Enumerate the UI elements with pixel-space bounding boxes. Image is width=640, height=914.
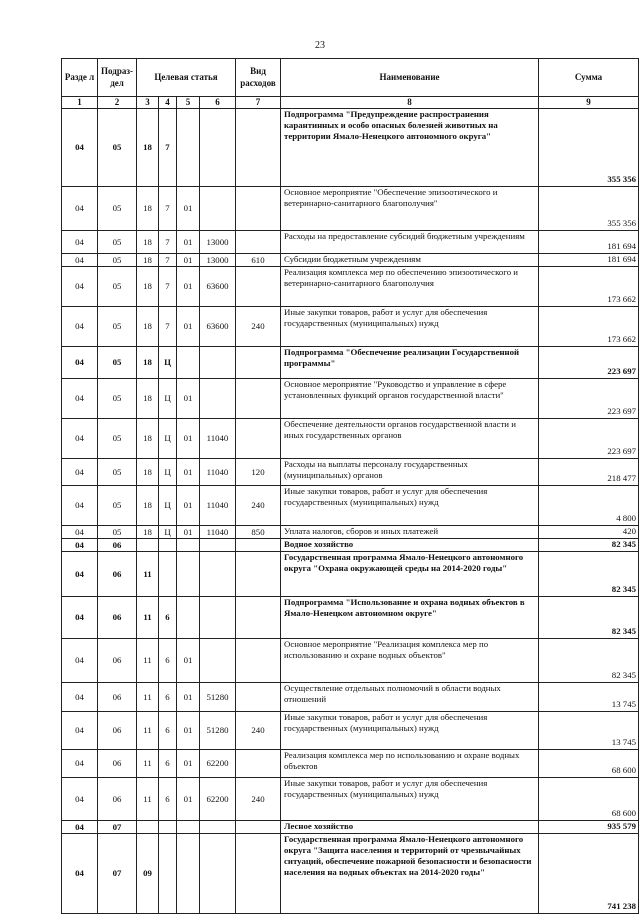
cell-expense-type [236, 834, 281, 914]
cell-direction: 11040 [200, 419, 236, 459]
cell-name: Лесное хозяйство [281, 821, 539, 834]
header-sum: Сумма [539, 59, 639, 97]
cell-sum: 355 356 [539, 187, 639, 231]
cell-name: Подпрограмма "Использование и охрана водных объектов в Ямало-Ненецком автономном округе" [281, 597, 539, 639]
cell-section: 04 [62, 254, 98, 267]
cell-subprogram [159, 552, 177, 597]
table-row [62, 526, 639, 539]
cell-program: 18 [137, 459, 159, 486]
cell-expense-type [236, 379, 281, 419]
cell-sum: 82 345 [539, 539, 639, 552]
page-number: 23 [315, 40, 325, 51]
cell-activity [177, 834, 200, 914]
cell-activity: 01 [177, 379, 200, 419]
cell-expense-type [236, 419, 281, 459]
cell-program: 18 [137, 267, 159, 307]
cell-direction [200, 347, 236, 379]
cell-program [137, 821, 159, 834]
cell-sum: 173 662 [539, 307, 639, 347]
cell-subprogram: 7 [159, 267, 177, 307]
cell-subsection: 06 [98, 639, 137, 683]
cell-expense-type [236, 750, 281, 778]
cell-activity: 01 [177, 639, 200, 683]
cell-subsection: 06 [98, 750, 137, 778]
cell-subsection: 06 [98, 539, 137, 552]
cell-subprogram: Ц [159, 459, 177, 486]
cell-subsection: 05 [98, 254, 137, 267]
cell-name: Государственная программа Ямало-Ненецкого автономного округа "Охрана окружающей среды на 2014-2020 годы" [281, 552, 539, 597]
cell-program: 11 [137, 639, 159, 683]
cell-expense-type [236, 231, 281, 254]
cell-expense-type [236, 552, 281, 597]
cell-subprogram: 7 [159, 254, 177, 267]
col-number: 8 [281, 97, 539, 109]
cell-sum: 82 345 [539, 552, 639, 597]
cell-name: Подпрограмма "Обеспечение реализации Государственной программы" [281, 347, 539, 379]
cell-sum: 68 600 [539, 778, 639, 821]
cell-activity: 01 [177, 750, 200, 778]
col-number: 1 [62, 97, 98, 109]
cell-subsection: 05 [98, 109, 137, 187]
cell-section: 04 [62, 834, 98, 914]
cell-sum: 355 356 [539, 109, 639, 187]
cell-sum: 223 697 [539, 347, 639, 379]
cell-subsection: 05 [98, 526, 137, 539]
table-row [62, 254, 639, 267]
cell-subsection: 05 [98, 419, 137, 459]
cell-subsection: 05 [98, 187, 137, 231]
cell-activity [177, 597, 200, 639]
cell-direction [200, 109, 236, 187]
cell-program: 18 [137, 526, 159, 539]
cell-sum: 82 345 [539, 639, 639, 683]
cell-expense-type [236, 597, 281, 639]
cell-activity: 01 [177, 683, 200, 712]
header-target: Целевая статья [137, 59, 236, 97]
cell-subsection: 06 [98, 683, 137, 712]
cell-direction [200, 639, 236, 683]
cell-subsection: 05 [98, 307, 137, 347]
budget-table [61, 58, 639, 914]
cell-sum: 223 697 [539, 379, 639, 419]
cell-sum: 223 697 [539, 419, 639, 459]
cell-program: 18 [137, 109, 159, 187]
cell-subprogram: 6 [159, 683, 177, 712]
cell-name: Основное мероприятие "Руководство и управление в сфере установленных функций органов государственной власти" [281, 379, 539, 419]
cell-name: Иные закупки товаров, работ и услуг для обеспечения государственных (муниципальных) нужд [281, 778, 539, 821]
cell-subsection: 06 [98, 552, 137, 597]
cell-direction: 13000 [200, 231, 236, 254]
cell-subprogram [159, 821, 177, 834]
cell-section: 04 [62, 379, 98, 419]
cell-activity: 01 [177, 778, 200, 821]
table-row [62, 712, 639, 750]
cell-expense-type: 120 [236, 459, 281, 486]
cell-section: 04 [62, 459, 98, 486]
cell-program: 11 [137, 552, 159, 597]
table-row [62, 187, 639, 231]
cell-name: Водное хозяйство [281, 539, 539, 552]
cell-subsection: 05 [98, 347, 137, 379]
table-row [62, 459, 639, 486]
cell-subprogram: Ц [159, 379, 177, 419]
table-row [62, 821, 639, 834]
cell-subprogram: 7 [159, 231, 177, 254]
table-row [62, 552, 639, 597]
cell-subprogram: Ц [159, 347, 177, 379]
cell-activity: 01 [177, 459, 200, 486]
cell-activity: 01 [177, 267, 200, 307]
col-number: 5 [177, 97, 200, 109]
table-row [62, 750, 639, 778]
cell-program: 18 [137, 486, 159, 526]
cell-subprogram: Ц [159, 486, 177, 526]
cell-subsection: 05 [98, 379, 137, 419]
cell-subprogram: 6 [159, 750, 177, 778]
cell-section: 04 [62, 821, 98, 834]
cell-program: 11 [137, 778, 159, 821]
cell-expense-type [236, 639, 281, 683]
table-row [62, 834, 639, 914]
cell-subprogram: Ц [159, 526, 177, 539]
cell-section: 04 [62, 683, 98, 712]
cell-subprogram: 7 [159, 187, 177, 231]
cell-direction: 63600 [200, 307, 236, 347]
cell-activity: 01 [177, 254, 200, 267]
cell-activity: 01 [177, 712, 200, 750]
cell-section: 04 [62, 597, 98, 639]
cell-subsection: 06 [98, 712, 137, 750]
cell-expense-type [236, 187, 281, 231]
cell-sum: 741 238 [539, 834, 639, 914]
cell-direction: 51280 [200, 712, 236, 750]
cell-name: Иные закупки товаров, работ и услуг для обеспечения государственных (муниципальных) нужд [281, 307, 539, 347]
cell-name: Государственная программа Ямало-Ненецкого автономного округа "Защита населения и территорий от чрезвычайных ситуаций, обеспечение пожарной безопасности и безопасности населения на водных объектах на 2014-2020 годы" [281, 834, 539, 914]
cell-expense-type [236, 347, 281, 379]
cell-section: 04 [62, 486, 98, 526]
cell-name: Обеспечение деятельности органов государственной власти и иных государственных органов [281, 419, 539, 459]
cell-direction: 11040 [200, 526, 236, 539]
cell-activity: 01 [177, 419, 200, 459]
cell-section: 04 [62, 539, 98, 552]
cell-section: 04 [62, 526, 98, 539]
cell-name: Иные закупки товаров, работ и услуг для обеспечения государственных (муниципальных) нужд [281, 712, 539, 750]
cell-name: Уплата налогов, сборов и иных платежей [281, 526, 539, 539]
cell-activity [177, 552, 200, 597]
cell-subprogram: 6 [159, 639, 177, 683]
cell-section: 04 [62, 267, 98, 307]
table-row [62, 539, 639, 552]
cell-subprogram [159, 834, 177, 914]
cell-sum: 935 579 [539, 821, 639, 834]
cell-section: 04 [62, 552, 98, 597]
cell-activity [177, 821, 200, 834]
table-row [62, 683, 639, 712]
table-row [62, 231, 639, 254]
cell-direction [200, 379, 236, 419]
cell-program: 18 [137, 231, 159, 254]
cell-program: 18 [137, 419, 159, 459]
cell-subprogram: 6 [159, 597, 177, 639]
cell-name: Субсидии бюджетным учреждениям [281, 254, 539, 267]
cell-subprogram: 7 [159, 307, 177, 347]
cell-program: 09 [137, 834, 159, 914]
cell-activity: 01 [177, 307, 200, 347]
cell-section: 04 [62, 347, 98, 379]
cell-direction [200, 552, 236, 597]
cell-expense-type [236, 109, 281, 187]
cell-sum: 218 477 [539, 459, 639, 486]
cell-sum: 173 662 [539, 267, 639, 307]
cell-subsection: 05 [98, 459, 137, 486]
cell-name: Подпрограмма "Предупреждение распространения карантинных и особо опасных болезней животных на территории Ямало-Ненецкого автономного округа" [281, 109, 539, 187]
cell-direction: 62200 [200, 778, 236, 821]
cell-name: Реализация комплекса мер по использованию и охране водных объектов [281, 750, 539, 778]
col-number: 4 [159, 97, 177, 109]
cell-direction: 51280 [200, 683, 236, 712]
cell-name: Осуществление отдельных полномочий в области водных отношений [281, 683, 539, 712]
cell-direction: 11040 [200, 486, 236, 526]
cell-activity [177, 109, 200, 187]
cell-subsection: 05 [98, 231, 137, 254]
table-row [62, 486, 639, 526]
cell-subsection: 06 [98, 597, 137, 639]
cell-direction [200, 821, 236, 834]
cell-expense-type [236, 539, 281, 552]
header-row [62, 59, 639, 97]
cell-expense-type [236, 683, 281, 712]
cell-expense-type: 240 [236, 307, 281, 347]
cell-subprogram: 6 [159, 712, 177, 750]
cell-expense-type [236, 821, 281, 834]
cell-subsection: 05 [98, 486, 137, 526]
cell-direction [200, 834, 236, 914]
cell-expense-type: 610 [236, 254, 281, 267]
cell-program: 11 [137, 750, 159, 778]
cell-name: Основное мероприятие "Обеспечение эпизоотического и ветеринарно-санитарного благополучия" [281, 187, 539, 231]
cell-subsection: 06 [98, 778, 137, 821]
cell-program: 18 [137, 379, 159, 419]
cell-section: 04 [62, 712, 98, 750]
cell-sum: 13 745 [539, 683, 639, 712]
cell-direction [200, 187, 236, 231]
cell-subsection: 05 [98, 267, 137, 307]
col-number: 9 [539, 97, 639, 109]
cell-program: 11 [137, 597, 159, 639]
cell-subprogram: Ц [159, 419, 177, 459]
table-row [62, 778, 639, 821]
cell-direction [200, 539, 236, 552]
cell-expense-type: 850 [236, 526, 281, 539]
cell-activity: 01 [177, 526, 200, 539]
cell-subsection: 07 [98, 821, 137, 834]
header-name: Наименование [281, 59, 539, 97]
column-number-row [62, 97, 639, 109]
cell-subprogram: 6 [159, 778, 177, 821]
cell-program [137, 539, 159, 552]
cell-activity [177, 539, 200, 552]
cell-program: 18 [137, 307, 159, 347]
cell-direction: 62200 [200, 750, 236, 778]
cell-name: Расходы на предоставление субсидий бюджетным учреждениям [281, 231, 539, 254]
cell-program: 18 [137, 187, 159, 231]
cell-section: 04 [62, 639, 98, 683]
cell-sum: 181 694 [539, 231, 639, 254]
table-row [62, 109, 639, 187]
table-row [62, 347, 639, 379]
cell-section: 04 [62, 750, 98, 778]
cell-sum: 13 745 [539, 712, 639, 750]
cell-subprogram: 7 [159, 109, 177, 187]
cell-direction: 13000 [200, 254, 236, 267]
cell-expense-type: 240 [236, 712, 281, 750]
cell-expense-type [236, 267, 281, 307]
cell-name: Иные закупки товаров, работ и услуг для обеспечения государственных (муниципальных) нужд [281, 486, 539, 526]
col-number: 6 [200, 97, 236, 109]
cell-direction [200, 597, 236, 639]
cell-subsection: 07 [98, 834, 137, 914]
header-subsection: Подраз- дел [98, 59, 137, 97]
header-expense-type: Вид расходов [236, 59, 281, 97]
cell-activity [177, 347, 200, 379]
cell-name: Основное мероприятие "Реализация комплекса мер по использованию и охране водных объектов" [281, 639, 539, 683]
cell-program: 11 [137, 712, 159, 750]
header-section: Разде л [62, 59, 98, 97]
cell-program: 18 [137, 347, 159, 379]
cell-name: Реализация комплекса мер по обеспечению эпизоотического и ветеринарно-санитарного благополучия [281, 267, 539, 307]
cell-activity: 01 [177, 187, 200, 231]
cell-sum: 68 600 [539, 750, 639, 778]
cell-section: 04 [62, 307, 98, 347]
cell-activity: 01 [177, 486, 200, 526]
table-row [62, 419, 639, 459]
cell-program: 18 [137, 254, 159, 267]
cell-direction: 63600 [200, 267, 236, 307]
table-row [62, 379, 639, 419]
table-row [62, 267, 639, 307]
cell-section: 04 [62, 109, 98, 187]
cell-sum: 420 [539, 526, 639, 539]
cell-section: 04 [62, 778, 98, 821]
table-row [62, 307, 639, 347]
cell-sum: 4 800 [539, 486, 639, 526]
cell-section: 04 [62, 187, 98, 231]
cell-sum: 82 345 [539, 597, 639, 639]
cell-name: Расходы на выплаты персоналу государственных (муниципальных) органов [281, 459, 539, 486]
cell-section: 04 [62, 231, 98, 254]
cell-expense-type: 240 [236, 778, 281, 821]
cell-direction: 11040 [200, 459, 236, 486]
col-number: 2 [98, 97, 137, 109]
col-number: 3 [137, 97, 159, 109]
cell-section: 04 [62, 419, 98, 459]
cell-sum: 181 694 [539, 254, 639, 267]
col-number: 7 [236, 97, 281, 109]
cell-activity: 01 [177, 231, 200, 254]
cell-subprogram [159, 539, 177, 552]
cell-expense-type: 240 [236, 486, 281, 526]
table-row [62, 597, 639, 639]
cell-program: 11 [137, 683, 159, 712]
table-row [62, 639, 639, 683]
